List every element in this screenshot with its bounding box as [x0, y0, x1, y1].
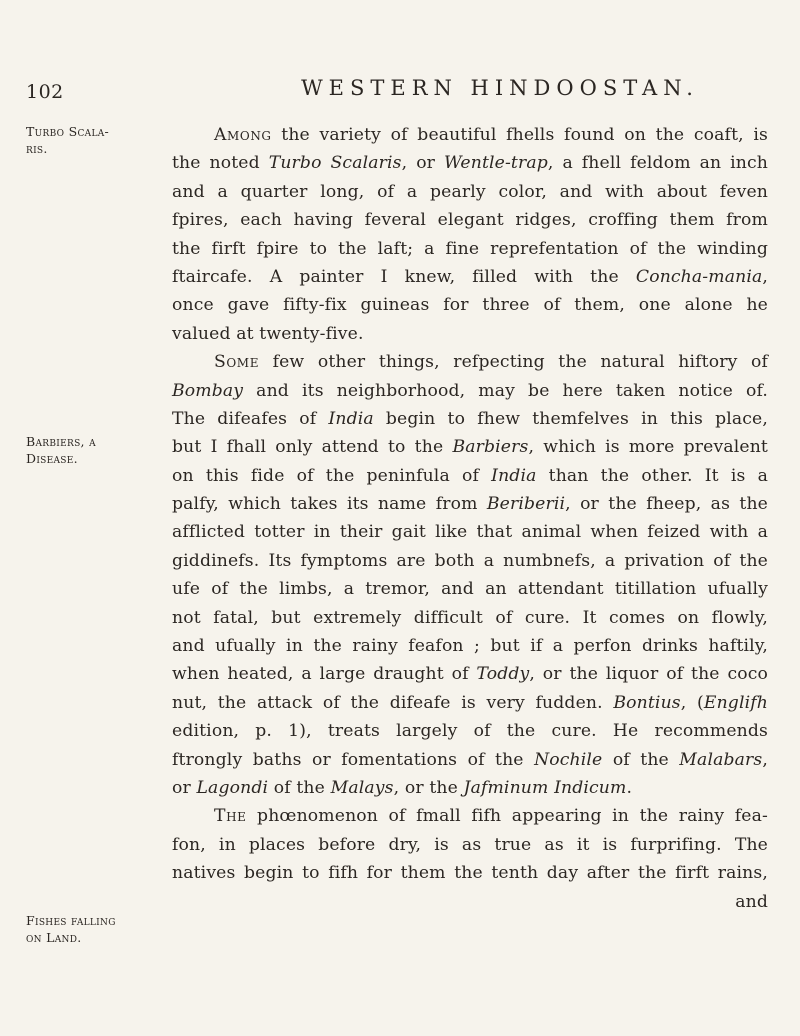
text-run: , — [762, 266, 768, 287]
text-run: ftrongly baths or fomentations of the — [172, 749, 535, 770]
text-line — [172, 660, 768, 688]
italic-run: Wentle-trap — [444, 153, 548, 174]
text-line: and a quarter long, of a pearly color, and with about feven — [172, 181, 768, 202]
text-line: and ufually in the rainy feafon ; but if a perfon drinks haftily, — [172, 636, 768, 657]
text-line: giddinefs. Its fymptoms are both a numbnefs, a privation of the — [172, 550, 768, 571]
text-run: , or — [401, 153, 444, 174]
margin-note-line: Disease. — [26, 451, 78, 466]
text-run: , ( — [680, 692, 704, 713]
text-run: , or the liquor of the coco — [529, 664, 768, 685]
margin-note-turbo-scalaris — [26, 123, 166, 157]
margin-note-line: Fishes falling — [26, 913, 116, 928]
margin-note-line: Turbo Scala- — [26, 124, 110, 139]
italic-run: Lagondi — [196, 777, 269, 798]
text-line: not fatal, but extremely difficult of cure. It comes on flowly, — [172, 607, 768, 628]
text-line — [172, 462, 768, 490]
text-run: the noted — [172, 153, 269, 174]
italic-run: Malabars — [679, 749, 763, 770]
body-text — [172, 121, 768, 916]
text-line: afflicted totter in their gait like that animal when feized with a — [172, 522, 768, 543]
text-run: , which is more prevalent — [528, 437, 768, 458]
text-run: of the — [602, 749, 680, 770]
small-caps-word: Some — [214, 352, 260, 373]
margin-note-line: ris. — [26, 141, 48, 156]
italic-run: Nochile — [534, 749, 603, 770]
text-run: when heated, a large draught of — [172, 664, 477, 685]
small-caps-word: The — [214, 806, 247, 827]
italic-run: India — [491, 465, 537, 486]
page-number: 102 — [26, 81, 64, 103]
text-line — [172, 802, 768, 830]
text-run: , or the — [393, 777, 464, 798]
text-run: , — [762, 749, 768, 770]
text-line — [172, 490, 768, 518]
text-line — [172, 121, 768, 149]
text-run: The difeafes of — [172, 408, 329, 429]
text-run: than the other. It is a — [536, 465, 768, 486]
small-caps-word: Among — [214, 125, 272, 145]
margin-note-line: on Land. — [26, 930, 82, 945]
italic-run: Toddy — [476, 664, 530, 685]
text-line — [172, 689, 768, 717]
text-line — [172, 433, 768, 461]
text-line — [172, 263, 768, 291]
margin-note-barbiers — [26, 433, 166, 467]
text-line — [172, 405, 768, 433]
running-head: WESTERN HINDOOSTAN. — [301, 76, 699, 100]
text-run: or — [172, 777, 197, 798]
text-line: natives begin to fifh for them the tenth day after the firft rains, — [172, 863, 768, 884]
italic-run: Barbiers — [452, 437, 529, 458]
italic-run: Turbo Scalaris — [268, 153, 402, 174]
text-line — [172, 149, 768, 177]
italic-run: Jafminum Indicum — [463, 777, 627, 798]
text-line: the firft fpire to the laft; a fine reprefentation of the winding — [172, 238, 768, 259]
text-line: once gave fifty-fix guineas for three of them, one alone he — [172, 295, 768, 316]
text-run: nut, the attack of the difeafe is very fudden. — [172, 692, 614, 713]
text-run: ftaircafe. A painter I knew, filled with the — [172, 266, 636, 287]
text-line — [172, 746, 768, 774]
text-run: but I fhall only attend to the — [172, 437, 453, 458]
catchword: and — [735, 891, 768, 912]
text-run: of the — [268, 777, 331, 798]
italic-run: Beriberii — [486, 494, 566, 515]
text-line: valued at twenty-five. — [172, 323, 364, 344]
text-run: phœnomenon of fmall fifh appearing in the rainy fea- — [246, 806, 768, 827]
text-run: , a fhell feldom an inch — [547, 153, 769, 174]
text-line — [172, 774, 768, 802]
text-run: begin to fhew themfelves in this place, — [373, 408, 768, 429]
italic-run: Concha-mania — [635, 266, 763, 287]
text-line: fpires, each having feveral elegant ridges, croffing them from — [172, 210, 768, 231]
text-run: palfy, which takes its name from — [172, 494, 487, 515]
text-run: . — [626, 777, 633, 798]
text-run: , or the fheep, as the — [565, 494, 768, 515]
italic-run: Bontius — [613, 692, 681, 713]
text-run: on this fide of the peninfula of — [172, 465, 492, 486]
italic-run: Englifh — [703, 692, 768, 713]
margin-note-fishes-falling — [26, 912, 166, 946]
text-run: and its neighborhood, may be here taken notice of. — [243, 380, 768, 401]
text-line — [172, 377, 768, 405]
text-line — [172, 348, 768, 376]
text-line: ufe of the limbs, a tremor, and an attendant titillation ufually — [172, 579, 768, 600]
text-line: edition, p. 1), treats largely of the cure. He recommends — [172, 721, 768, 742]
italic-run: Bombay — [172, 380, 244, 401]
text-run: the variety of beautiful fhells found on the coaft, is — [271, 125, 768, 145]
text-line: fon, in places before dry, is as true as it is furprifing. The — [172, 834, 768, 855]
text-run: few other things, refpecting the natural hiftory of — [259, 352, 768, 373]
italic-run: Malays — [330, 777, 394, 798]
italic-run: India — [328, 408, 374, 429]
margin-note-line: Barbiers, a — [26, 434, 96, 449]
